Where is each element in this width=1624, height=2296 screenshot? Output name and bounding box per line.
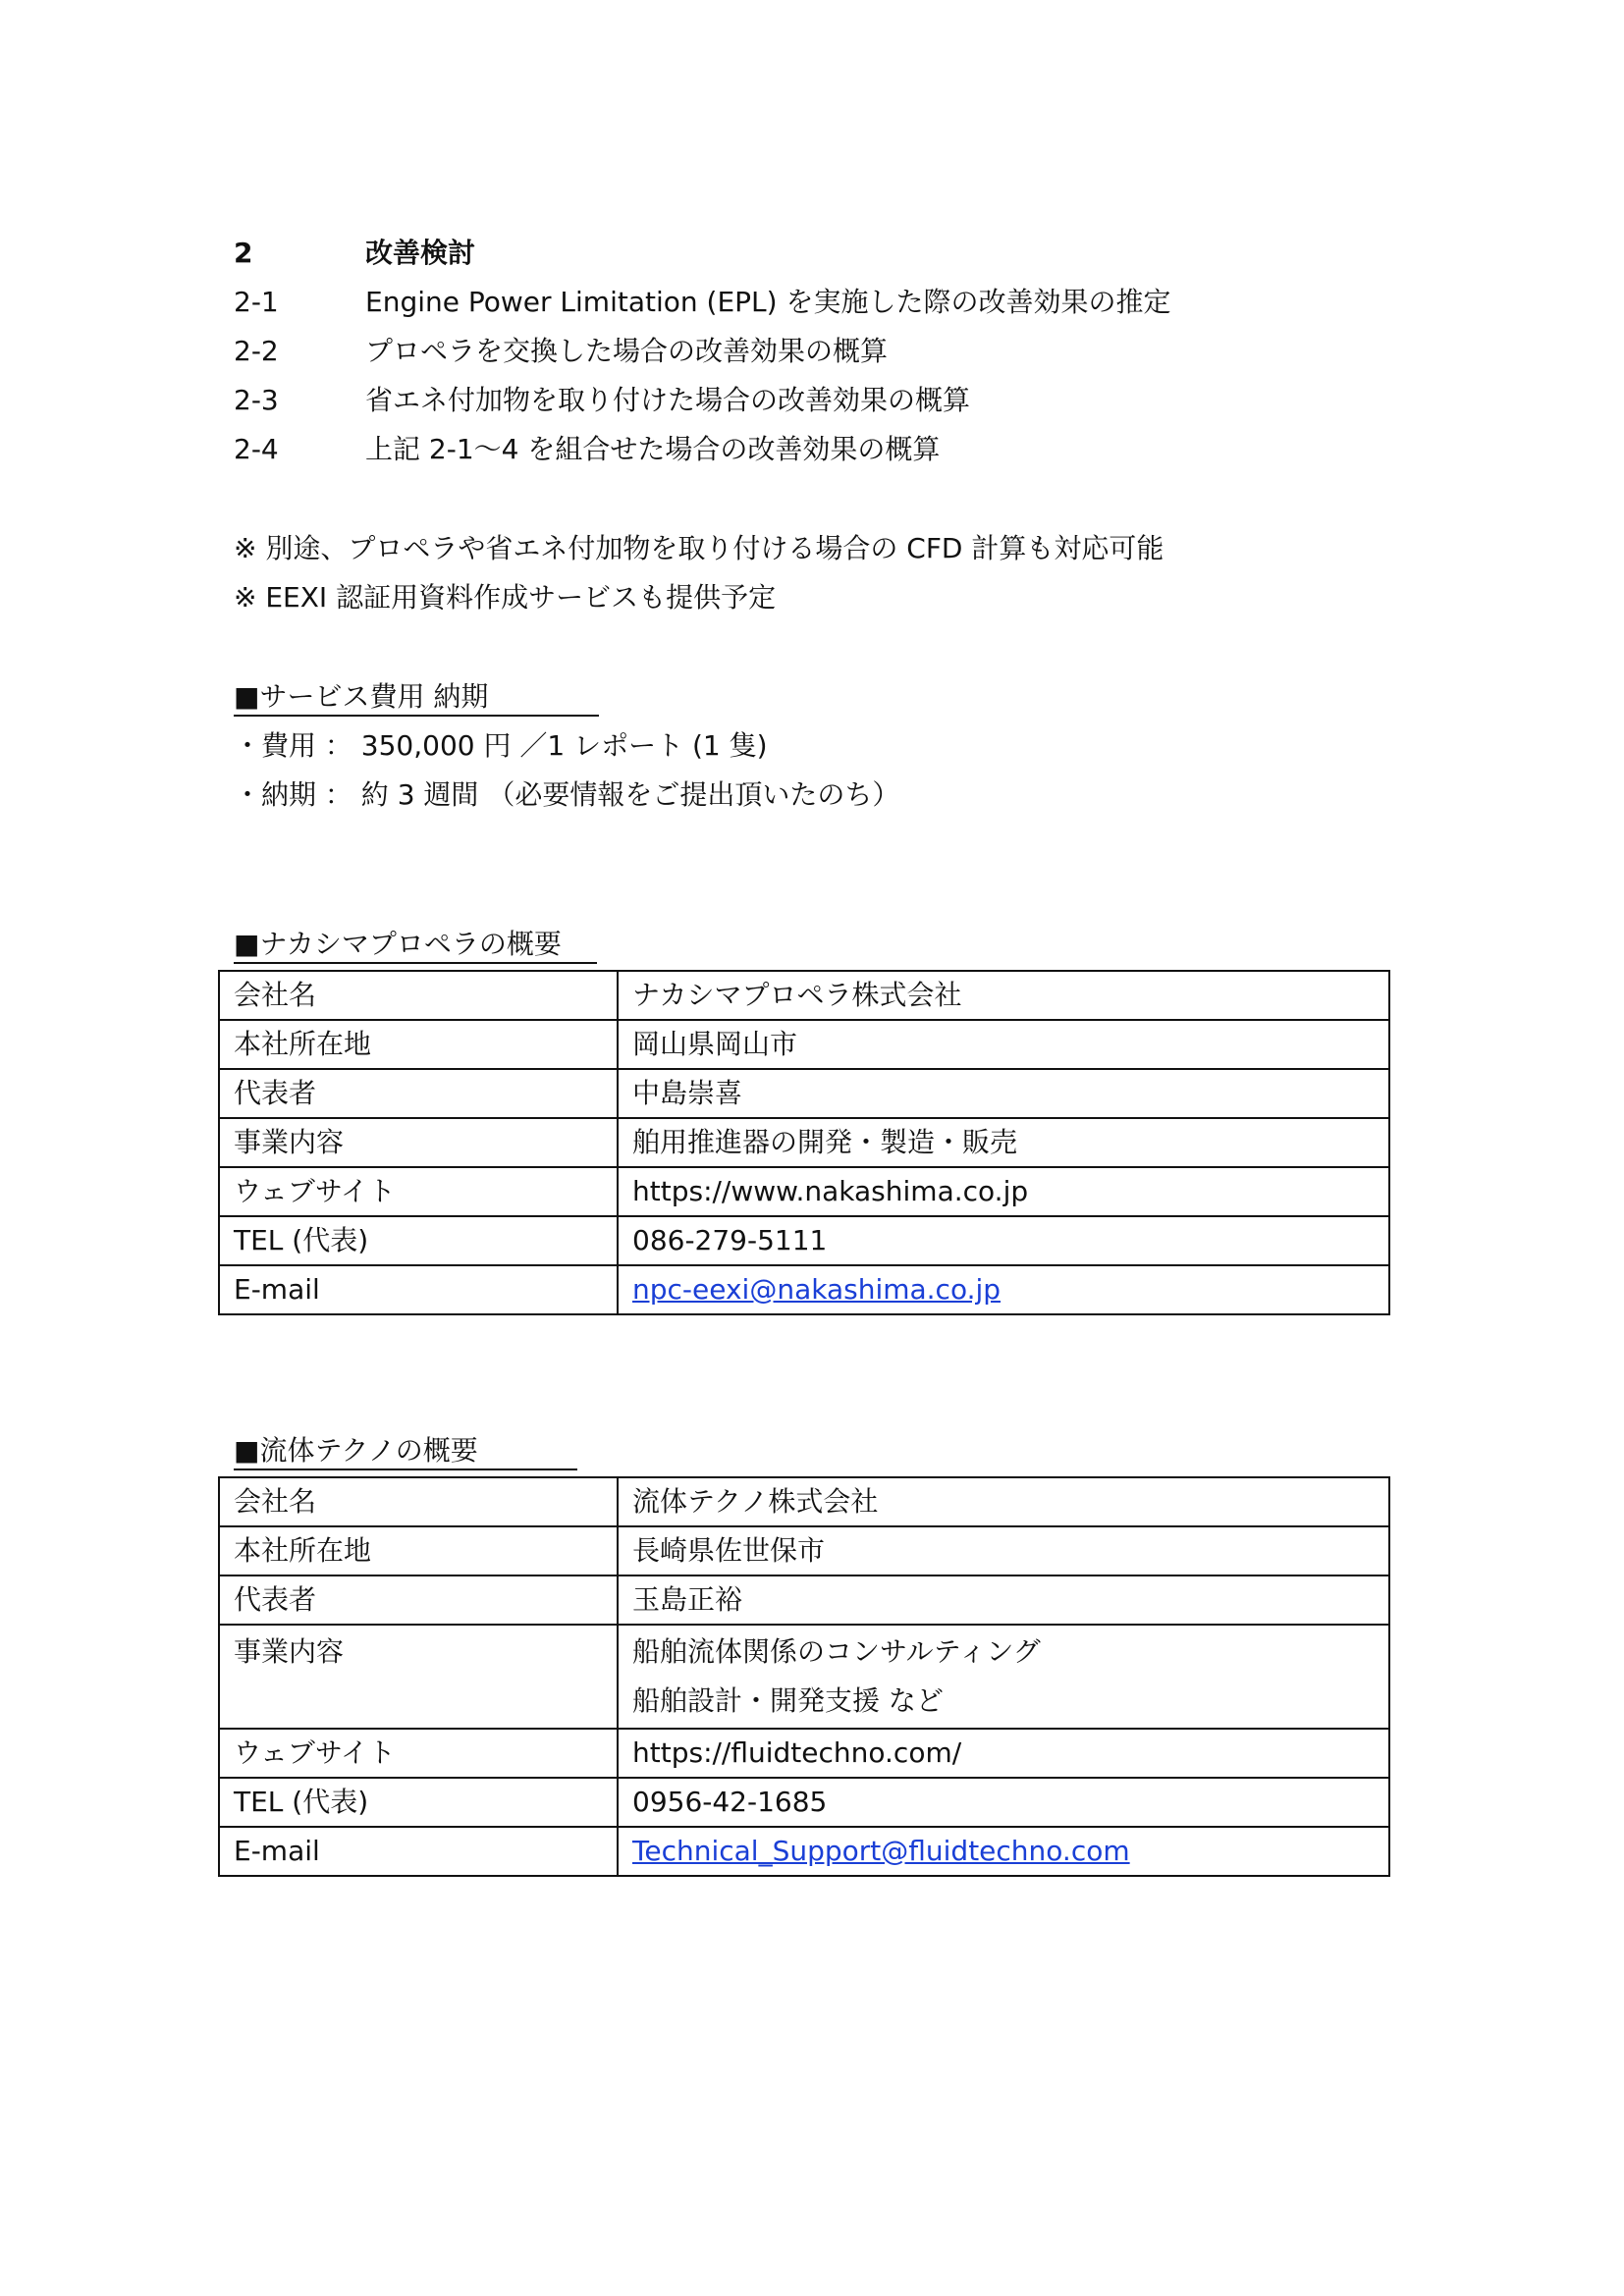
business-line-2: 船舶設計・開発支援 など [632,1684,944,1717]
table-row [219,1118,1389,1167]
email-link[interactable]: npc-eexi@nakashima.co.jp [632,1273,1001,1306]
item-text: 上記 2-1～4 を組合せた場合の改善効果の概算 [365,433,941,465]
label-representative: 代表者 [219,1575,618,1625]
value-representative: 中島崇喜 [618,1069,1389,1118]
list-item [0,383,1624,418]
section-title: 改善検討 [365,237,476,269]
table-row [219,1625,1389,1729]
service-delivery: ・納期 ： 約 3 週間 （必要情報をご提出頂いたのち） [234,778,900,811]
table-row [219,1575,1389,1625]
item-text: Engine Power Limitation (EPL) を実施した際の改善効果の推定 [365,286,1171,318]
table-row [219,1069,1389,1118]
table-row [219,1778,1389,1827]
table-row [219,1526,1389,1575]
table-row [219,1477,1389,1526]
nakashima-heading: ■ナカシマプロペラの概要 [234,927,597,964]
label-business: 事業内容 [219,1625,618,1729]
list-item [0,285,1624,320]
label-tel: TEL (代表) [219,1216,618,1265]
email-link[interactable]: Technical_Support@fluidtechno.com [632,1835,1130,1867]
table-row [219,971,1389,1020]
value-business [618,1625,1389,1729]
list-item [0,334,1624,369]
label-website: ウェブサイト [219,1167,618,1216]
label-email: E-mail [219,1827,618,1876]
value-hq: 岡山県岡山市 [618,1020,1389,1069]
section-number: 2 [234,237,253,269]
table-row [219,1729,1389,1778]
value-email-cell [618,1265,1389,1314]
table-row [219,1167,1389,1216]
label-company: 会社名 [219,971,618,1020]
service-heading: ■サービス費用 納期 [234,679,599,717]
nakashima-table [218,970,1390,1315]
label-representative: 代表者 [219,1069,618,1118]
table-row [219,1265,1389,1314]
item-text: プロペラを交換した場合の改善効果の概算 [365,335,889,367]
item-number: 2-4 [234,433,279,465]
item-number: 2-2 [234,335,279,367]
value-company: ナカシマプロペラ株式会社 [618,971,1389,1020]
label-company: 会社名 [219,1477,618,1526]
value-hq: 長崎県佐世保市 [618,1526,1389,1575]
value-tel: 0956-42-1685 [618,1778,1389,1827]
value-tel: 086-279-5111 [618,1216,1389,1265]
business-line-1: 船舶流体関係のコンサルティング [632,1635,1041,1668]
value-company: 流体テクノ株式会社 [618,1477,1389,1526]
label-business: 事業内容 [219,1118,618,1167]
item-text: 省エネ付加物を取り付けた場合の改善効果の概算 [365,384,971,416]
fluidtechno-table [218,1476,1390,1877]
item-number: 2-3 [234,384,279,416]
table-row [219,1827,1389,1876]
note-eexi: ※ EEXI 認証用資料作成サービスも提供予定 [234,581,777,614]
service-fee: ・費用 ： 350,000 円 ／1 レポート (1 隻) [234,729,768,762]
value-representative: 玉島正裕 [618,1575,1389,1625]
item-number: 2-1 [234,286,279,318]
label-email: E-mail [219,1265,618,1314]
label-hq: 本社所在地 [219,1526,618,1575]
value-email-cell [618,1827,1389,1876]
list-item [0,432,1624,467]
label-tel: TEL (代表) [219,1778,618,1827]
value-business: 舶用推進器の開発・製造・販売 [618,1118,1389,1167]
fluidtechno-heading: ■流体テクノの概要 [234,1433,577,1470]
label-hq: 本社所在地 [219,1020,618,1069]
table-row [219,1216,1389,1265]
value-website: https://fluidtechno.com/ [618,1729,1389,1778]
label-website: ウェブサイト [219,1729,618,1778]
table-row [219,1020,1389,1069]
value-website: https://www.nakashima.co.jp [618,1167,1389,1216]
note-cfd: ※ 別途、プロペラや省エネ付加物を取り付ける場合の CFD 計算も対応可能 [234,532,1164,564]
